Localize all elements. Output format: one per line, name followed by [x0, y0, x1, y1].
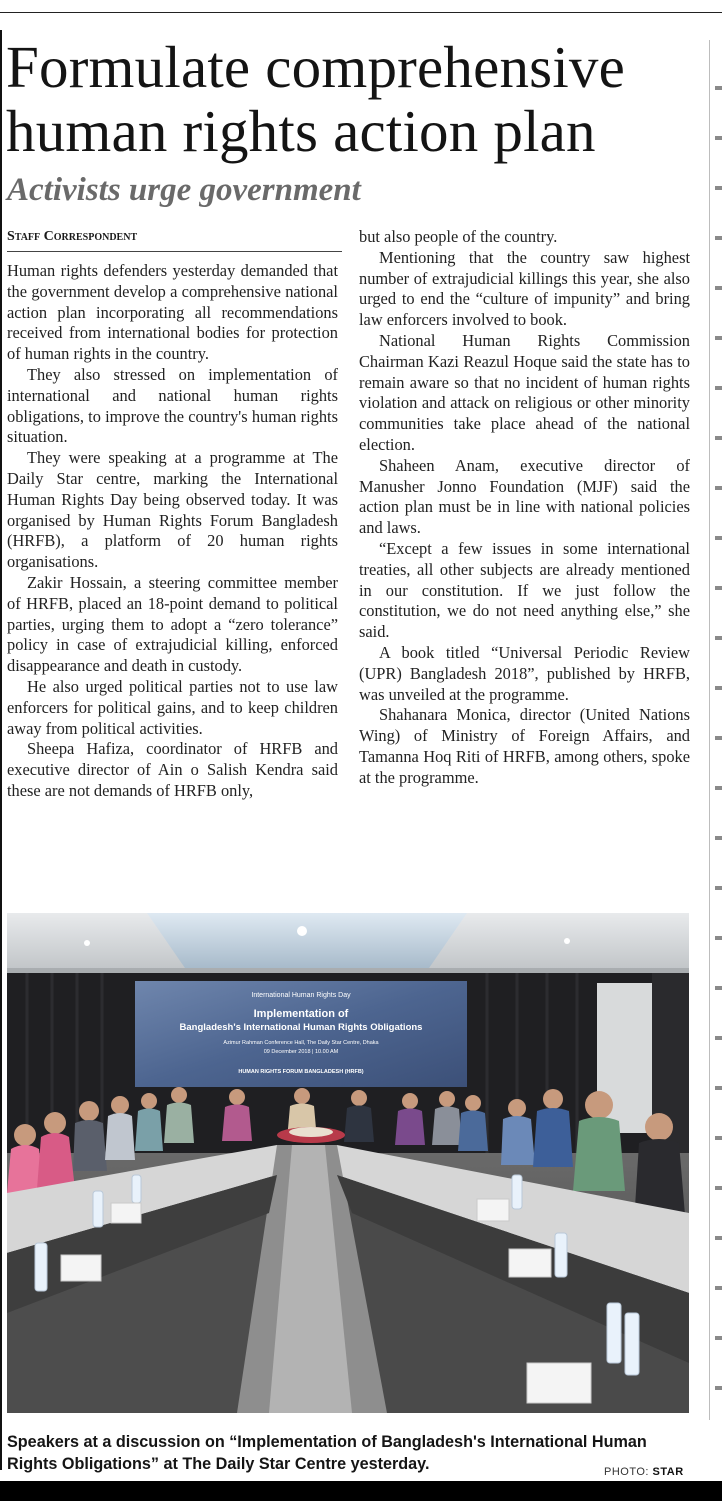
- photo-caption: Speakers at a discussion on “Implementation of Bangladesh's International Human Rights Obligations” at The Daily Star Centre yesterday.: [7, 1433, 647, 1473]
- adjacent-column-text-fragment: [715, 40, 722, 1420]
- byline: Staff Correspondent: [7, 228, 342, 252]
- paragraph: He also urged political parties not to use law enforcers for political gains, and to keep children away from political activities.: [7, 676, 338, 738]
- banner-organiser: HUMAN RIGHTS FORUM BANGLADESH (HRFB): [238, 1069, 364, 1075]
- page-left-edge: [0, 30, 2, 1470]
- photo-credit: [604, 1465, 684, 1479]
- article-column-left: [7, 261, 338, 802]
- banner-venue: Azimur Rahman Conference Hall, The Daily Star Centre, Dhaka: [223, 1040, 379, 1046]
- paragraph: National Human Rights Commission Chairman Kazi Reazul Hoque said the state has to remain aware so that no incident of human rights violation and attack on religious or other minority communities take place ahead of the national election.: [359, 330, 690, 454]
- paragraph: They were speaking at a programme at The Daily Star centre, marking the International Human Rights Day being observed today. It was organised by Human Rights Forum Bangladesh (HRFB), a platform of 20 human rights organisations.: [7, 448, 338, 572]
- paragraph: Shaheen Anam, executive director of Manusher Jonno Foundation (MJF) said the action plan must be in line with national policies and laws.: [359, 455, 690, 538]
- banner-title-1: Implementation of: [253, 1008, 349, 1020]
- banner-date: 09 December 2018 | 10.00 AM: [263, 1049, 339, 1055]
- paragraph: A book titled “Universal Periodic Review (UPR) Bangladesh 2018”, published by HRFB, was unveiled at the programme.: [359, 642, 690, 704]
- paragraph: Sheepa Hafiza, coordinator of HRFB and executive director of Ain o Salish Kendra said these are not demands of HRFB only,: [7, 739, 338, 800]
- paragraph: “Except a few issues in some international treaties, all other subjects are already mentioned in our constitution. If we just follow the constitution, we do not need anything else,” she said.: [359, 538, 690, 642]
- paragraph: They also stressed on implementation of international and national human rights obligations, to improve the country's human rights situation.: [7, 364, 338, 447]
- paragraph: Human rights defenders yesterday demanded that the government develop a comprehensive national action plan incorporating all recommendations received from international bodies for protection of human rights in the country.: [7, 261, 338, 364]
- paragraph: Shahanara Monica, director (United Nations Wing) of Ministry of Foreign Affairs, and Tamanna Hoq Riti of HRFB, among others, spoke at the programme.: [359, 705, 690, 787]
- top-rule: [0, 12, 722, 13]
- adjacent-column-edge: [709, 40, 710, 1420]
- subheadline: Activists urge government: [7, 172, 361, 208]
- photo-credit-source: STAR: [652, 1466, 684, 1478]
- conference-scene: [7, 913, 689, 1413]
- paragraph: but also people of the country.: [359, 227, 558, 246]
- paragraph: Zakir Hossain, a steering committee member of HRFB, placed an 18-point demand to political parties, urging them to adopt a “zero tolerance” policy in case of extrajudicial killing, enforced disappearance and death in custody.: [7, 572, 338, 676]
- article-column-right: [359, 227, 690, 789]
- news-photo: [7, 913, 689, 1413]
- paragraph: Mentioning that the country saw highest number of extrajudicial killings this year, she also urged to end the “culture of impunity” and bring law enforcers involved to book.: [359, 247, 690, 330]
- banner-top-text: International Human Rights Day: [251, 992, 351, 999]
- headline-line-1: Formulate comprehensive: [6, 34, 626, 100]
- banner-title-2: Bangladesh's International Human Rights Obligations: [179, 1022, 423, 1033]
- bottom-bar: [0, 1481, 722, 1501]
- headline: [6, 35, 706, 163]
- headline-line-2: human rights action plan: [6, 98, 596, 164]
- photo-credit-label: PHOTO:: [604, 1466, 649, 1478]
